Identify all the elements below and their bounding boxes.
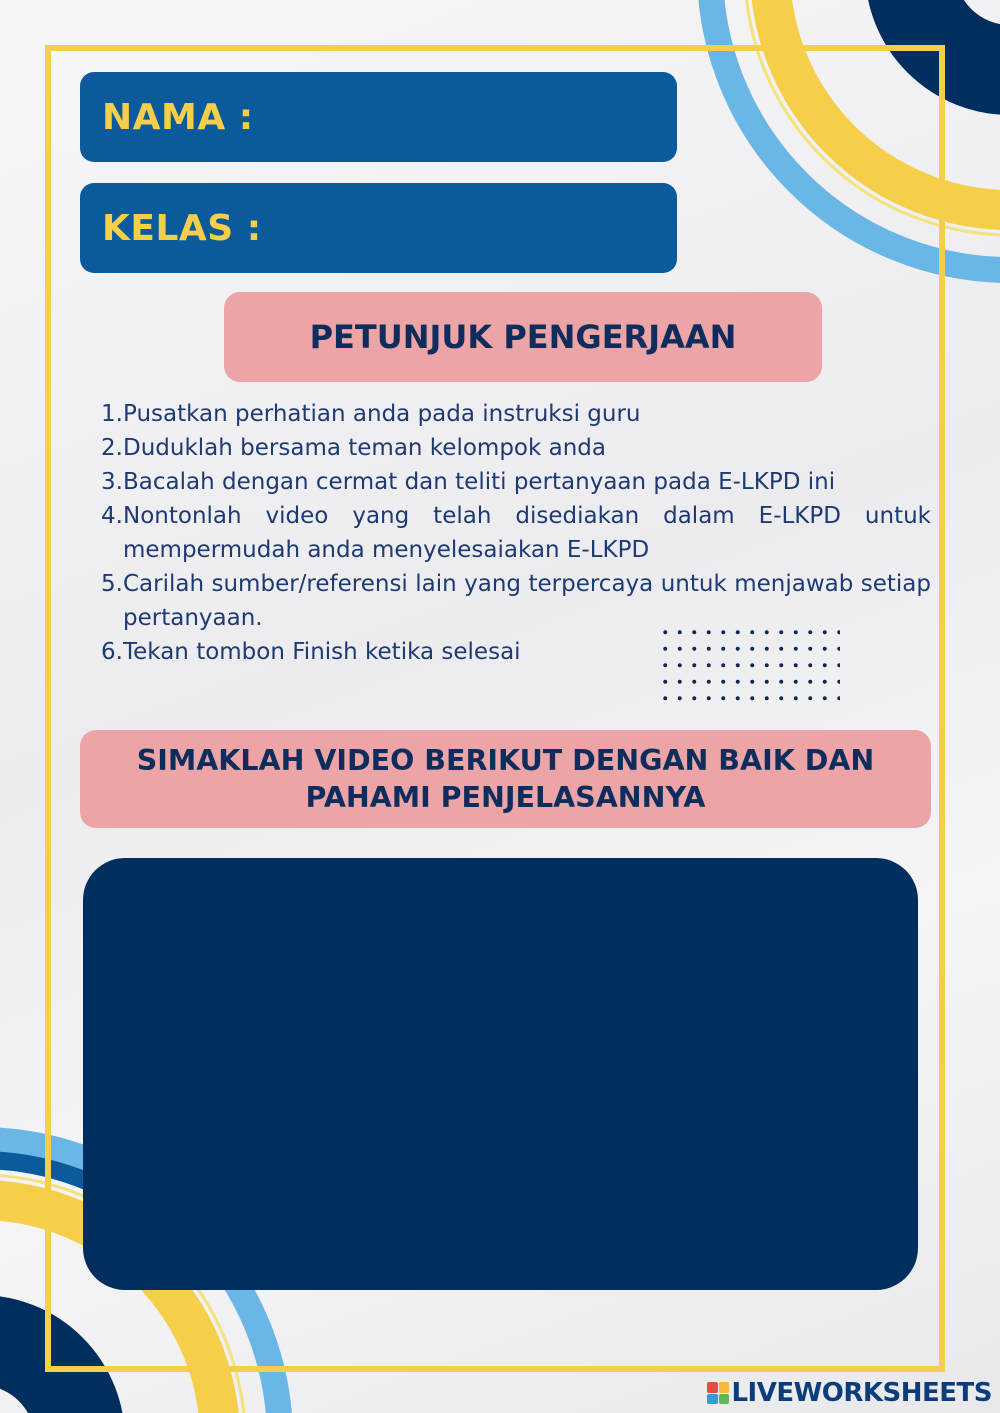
video-instruction-banner [80, 730, 931, 828]
banner-line-2: PAHAMI PENJELASANNYA [305, 781, 706, 814]
list-item [95, 499, 931, 567]
step-number: 2. [101, 435, 123, 461]
step-text: Carilah sumber/referensi lain yang terpercaya untuk menjawab setiap pertanyaan. [123, 571, 931, 631]
list-item [95, 431, 931, 465]
liveworksheets-brand[interactable] [707, 1375, 992, 1411]
step-number: 3. [101, 469, 123, 495]
step-number: 5. [101, 571, 123, 597]
step-text: Duduklah bersama teman kelompok anda [123, 435, 606, 461]
class-field[interactable] [80, 183, 677, 273]
step-number: 1. [101, 401, 123, 427]
list-item [95, 397, 931, 431]
liveworksheets-logo-icon [707, 1382, 729, 1404]
name-field[interactable] [80, 72, 677, 162]
step-text: Pusatkan perhatian anda pada instruksi guru [123, 401, 641, 427]
list-item [95, 465, 931, 499]
step-text: Bacalah dengan cermat dan teliti pertanyaan pada E-LKPD ini [123, 469, 836, 495]
step-text: Tekan tombon Finish ketika selesai [123, 639, 521, 665]
name-label: NAMA : [102, 96, 254, 138]
step-number: 6. [101, 639, 123, 665]
instructions-heading: PETUNJUK PENGERJAAN [224, 292, 822, 382]
step-number: 4. [101, 503, 123, 529]
banner-line-1: SIMAKLAH VIDEO BERIKUT DENGAN BAIK DAN [136, 744, 875, 777]
step-text: Nontonlah video yang telah disediakan dalam E-LKPD untuk mempermudah anda menyelesaiakan E-LKPD [123, 503, 931, 563]
brand-name: LIVEWORKSHEETS [731, 1378, 992, 1408]
video-player[interactable] [83, 858, 918, 1290]
class-label: KELAS : [102, 207, 262, 249]
dot-pattern [658, 624, 840, 706]
